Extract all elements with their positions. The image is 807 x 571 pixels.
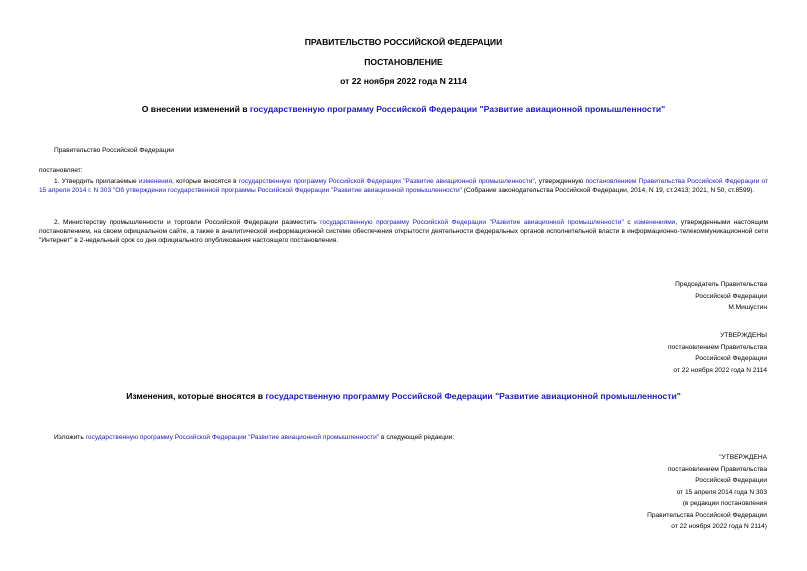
signature-position: Председатель Правительства [675,281,767,288]
p1-program-link[interactable]: государственную программу Российской Федерации "Развитие авиационной промышленности" [238,178,535,185]
changes-program-link[interactable]: государственную программу Российской Федерации "Развитие авиационной промышленности" [265,391,681,401]
intro-text: Правительство Российской Федерации [54,147,174,154]
document-date-number: от 22 ноября 2022 года N 2114 [340,76,467,86]
title-prefix: О внесении изменений в [141,104,250,114]
government-name: ПРАВИТЕЛЬСТВО РОССИЙСКОЙ ФЕДЕРАЦИИ [304,37,503,47]
signature-block [675,279,767,314]
p2-changes-link[interactable]: изменениями [634,219,676,226]
signature-name: М.Мишустин [728,304,767,311]
document-type: ПОСТАНОВЛЕНИЕ [364,57,443,67]
p1-resolution-link[interactable]: постановлением Правительства Российской Федерации от 15 апреля 2014 г. N 303 "Об утверждении государственной программы Российской Федерации "Развитие авиационной промышленности" [39,178,769,194]
document-title [0,104,807,114]
signature-org: Российской Федерации [695,292,767,300]
changes-heading: Изменения, которые вносятся в государственную программу Российской Федерации "Развитие авиационной промышленности" [126,391,681,401]
p2-program-link[interactable]: государственную программу Российской Федерации "Развитие авиационной промышленности" [320,219,624,226]
decrees-text: постановляет: [39,167,83,174]
approval-stamp: УТВЕРЖДЕНЫ постановлением Правительства Российской Федерации от 22 ноября 2022 года N 2114 [667,332,767,374]
paragraph-2: 2. Министерству промышленности и торговли Российской Федерации разместить государственную программу Российской Федерации "Развитие авиационной промышленности" с изменениями, утвержденными настоящим постановлением, на своем официальном сайте, а также в аналитической информационной системе обеспечения открытости деятельности федеральных органов исполнительной власти в информационно-телекоммуникационной сети "Интернет" в 2-недельный срок со дня официального опубликования настоящего постановления. [39,219,769,244]
state-text: Изложить государственную программу Российской Федерации "Развитие авиационной промышленности" в следующей редакции: [54,434,455,441]
title-program-link[interactable]: государственную программу Российской Федерации "Развитие авиационной промышленности" [249,104,666,114]
p1-changes-link[interactable]: изменения [138,178,173,185]
paragraph-1: 1. Утвердить прилагаемые изменения, которые вносятся в государственную программу Российской Федерации "Развитие авиационной промышленности", утвержденную постановлением Правительства Российской Федерации от 15 апреля 2014 г. N 303 "Об утверждении государственной программы Российской Федерации "Развитие авиационной промышленности" (Собрание законодательства Российской Федерации, 2014, N 19, ст.2413; 2021, N 50, ст.8599). [39,178,769,194]
state-program-link[interactable]: государственную программу Российской Федерации "Развитие авиационной промышленности" [85,434,380,441]
approval-stamp-2: "УТВЕРЖДЕНА постановлением Правительства Российской Федерации от 15 апреля 2014 года N 303 (в редакции постановления Правительства Российской Федерации от 22 ноября 2022 года N 2114) [647,454,767,530]
